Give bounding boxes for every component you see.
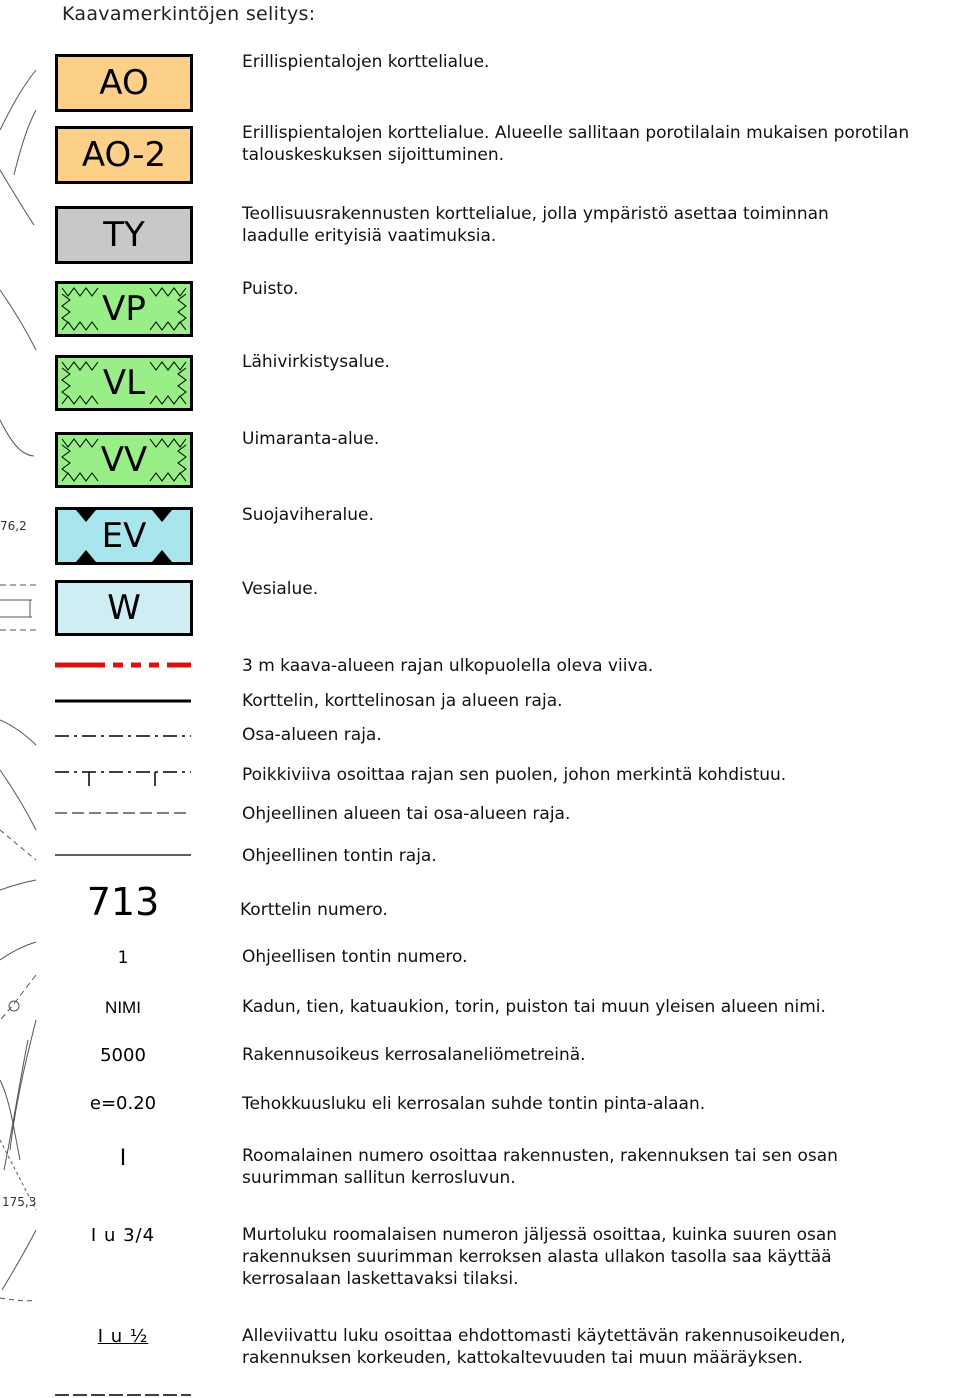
zone-ao2-symbol <box>55 126 193 184</box>
thin-solid-line-icon <box>55 848 191 862</box>
line-dashed-description: Ohjeellinen alueen tai osa-alueen raja. <box>242 804 571 824</box>
zone-vp-symbol <box>55 281 193 337</box>
line-dashdot-description: Osa-alueen raja. <box>242 725 382 745</box>
plot-number-description: Ohjeellisen tontin numero. <box>242 947 468 967</box>
description-line: suurimman sallitun kerrosluvun. <box>242 1168 516 1188</box>
description-line: Roomalainen numero osoittaa rakennusten, rakennuksen tai sen osan <box>242 1146 838 1166</box>
name-symbol: NIMI <box>105 998 141 1017</box>
zone-vp-description: Puisto. <box>242 279 299 299</box>
elevation-label: 76,2 <box>0 519 27 533</box>
zone-w-symbol <box>55 580 193 636</box>
efficiency-symbol: e=0.20 <box>89 1093 157 1114</box>
zone-vl-description: Lähivirkistysalue. <box>242 352 390 372</box>
attic-fraction-symbol: I u 3/4 <box>90 1225 156 1246</box>
underlined-value-symbol: I u ½ <box>97 1326 149 1347</box>
zone-code: AO-2 <box>81 135 167 175</box>
attic-fraction-description <box>242 1224 837 1290</box>
description-line: kerrosalaan laskettavaksi tilaksi. <box>242 1269 519 1289</box>
partial-line-icon <box>55 1390 191 1398</box>
zone-w-description: Vesialue. <box>242 579 319 599</box>
description-line: Teollisuusrakennusten korttelialue, jolla ympäristö asettaa toiminnan <box>242 204 829 224</box>
dash-dot-line-icon <box>55 729 191 743</box>
line-red-description: 3 m kaava-alueen rajan ulkopuolella oleva viiva. <box>242 656 654 676</box>
zone-vv-symbol <box>55 432 193 488</box>
description-line: talouskeskuksen sijoittuminen. <box>242 145 505 165</box>
zone-vv-description: Uimaranta-alue. <box>242 429 380 449</box>
description-line: Erillispientalojen korttelialue. Alueelle sallitaan porotilalain mukaisen porotilan <box>242 123 910 143</box>
elevation-label: 175,3 <box>2 1195 37 1209</box>
plot-number-symbol: 1 <box>117 948 129 968</box>
building-right-description: Rakennusoikeus kerrosalaneliömetreinä. <box>242 1045 586 1065</box>
dash-dot-tick-line-icon <box>55 766 191 788</box>
zone-ty-description <box>242 203 829 247</box>
zone-code: EV <box>101 516 147 556</box>
floor-count-description <box>242 1145 838 1189</box>
description-line: Alleviivattu luku osoittaa ehdottomasti käytettävän rakennusoikeuden, <box>242 1326 846 1346</box>
map-edge-lines <box>0 0 40 1398</box>
zone-code: VV <box>100 440 148 480</box>
zone-code: VP <box>102 289 146 329</box>
zone-ao-symbol <box>55 54 193 112</box>
legend-title: Kaavamerkintöjen selitys: <box>62 3 316 25</box>
thick-solid-line-icon <box>55 694 191 708</box>
block-number-description: Korttelin numero. <box>240 900 388 920</box>
zone-ao2-description <box>242 122 909 166</box>
description-line: laadulle erityisiä vaatimuksia. <box>242 226 497 246</box>
zone-vl-symbol <box>55 355 193 411</box>
red-dash-dot-line-icon <box>55 658 191 672</box>
zone-code: TY <box>103 215 145 255</box>
building-right-symbol: 5000 <box>100 1045 146 1066</box>
description-line: rakennuksen korkeuden, kattokaltevuuden tai muun määräyksen. <box>242 1348 803 1368</box>
line-thin-description: Ohjeellinen tontin raja. <box>242 846 437 866</box>
zone-code: AO <box>99 63 149 103</box>
dashed-line-icon <box>55 806 191 820</box>
name-description: Kadun, tien, katuaukion, torin, puiston tai muun yleisen alueen nimi. <box>242 997 826 1017</box>
description-line: rakennuksen suurimman kerroksen alasta ullakon tasolla saa käyttää <box>242 1247 832 1267</box>
underlined-value-description <box>242 1325 846 1369</box>
floor-count-symbol: I <box>119 1146 127 1171</box>
zone-ty-symbol <box>55 206 193 264</box>
zone-code: W <box>107 588 141 628</box>
line-thick-description: Korttelin, korttelinosan ja alueen raja. <box>242 691 563 711</box>
line-tick-description: Poikkiviiva osoittaa rajan sen puolen, johon merkintä kohdistuu. <box>242 765 787 785</box>
zone-ev-symbol <box>55 507 193 565</box>
zone-ev-description: Suojaviheralue. <box>242 505 374 525</box>
zone-ao-description: Erillispientalojen korttelialue. <box>242 52 490 72</box>
efficiency-description: Tehokkuusluku eli kerrosalan suhde tontin pinta-alaan. <box>242 1094 706 1114</box>
zone-code: VL <box>102 363 146 403</box>
block-number-symbol: 713 <box>86 880 160 924</box>
description-line: Murtoluku roomalaisen numeron jäljessä osoittaa, kuinka suuren osan <box>242 1225 838 1245</box>
